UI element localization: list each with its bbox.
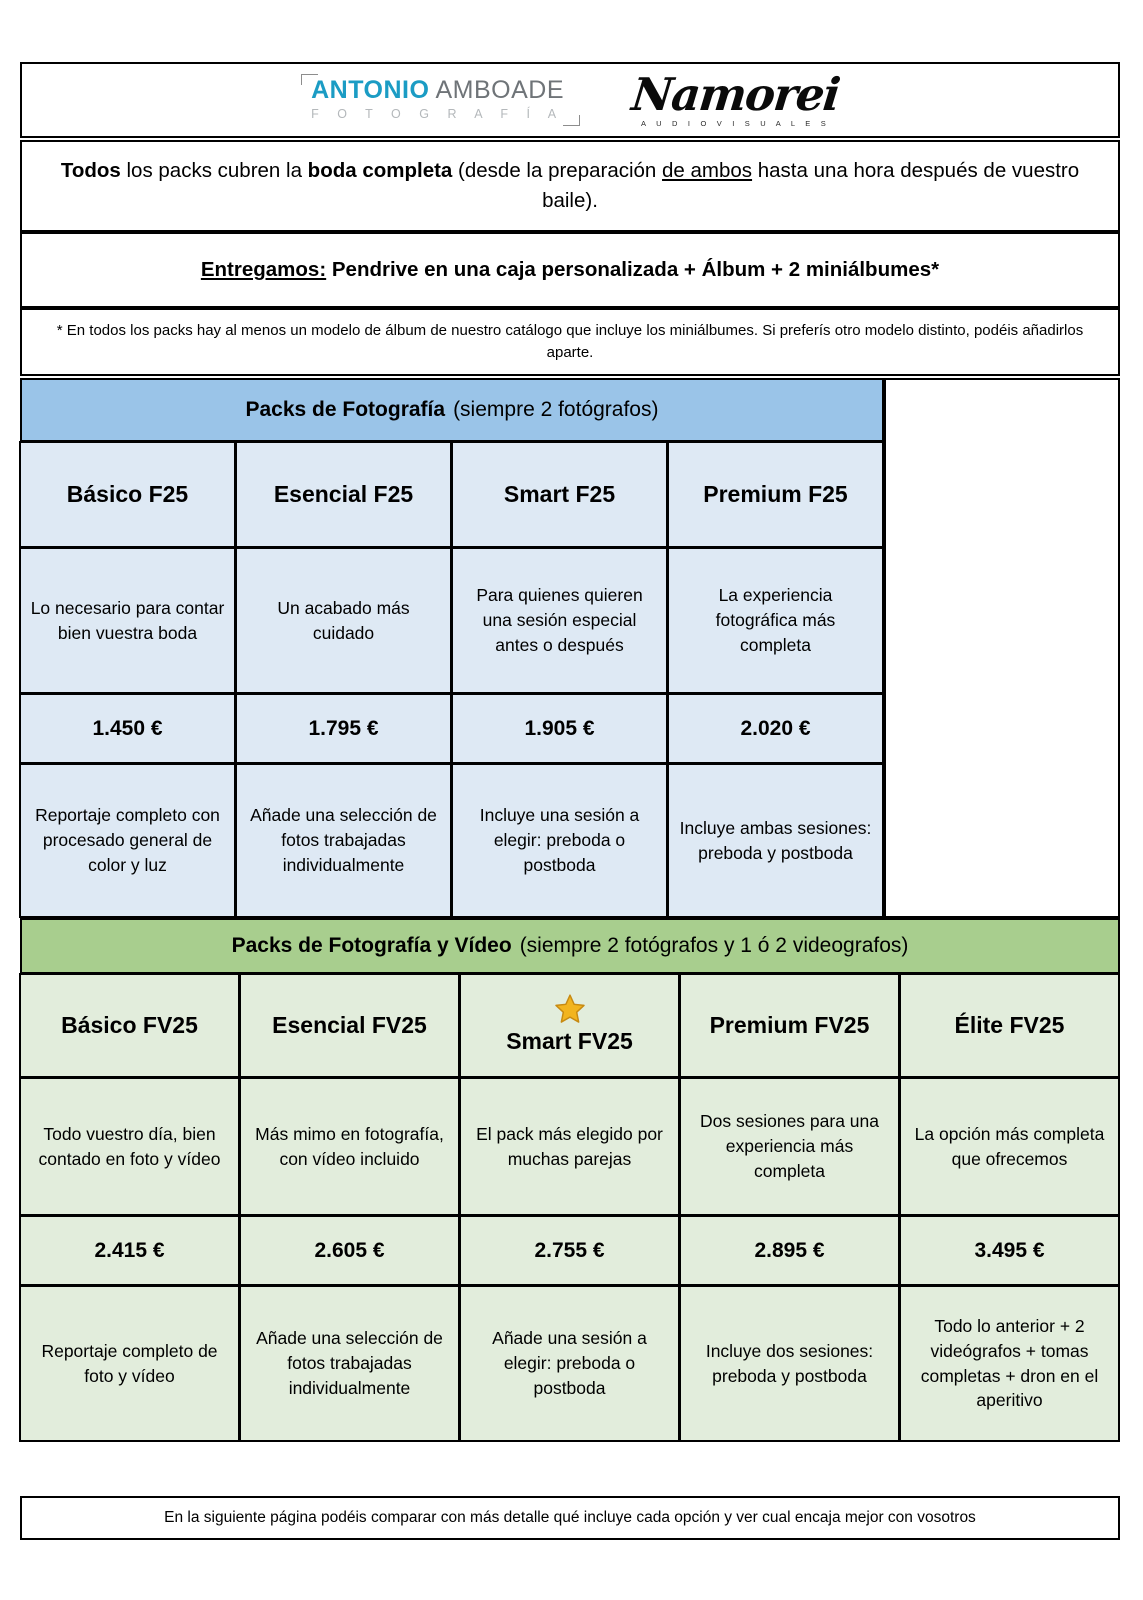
intro-coverage-statement xyxy=(20,140,1120,232)
photo-video-packs-grid xyxy=(20,974,1120,1442)
pack-includes: Incluye dos sesiones: preboda y postboda xyxy=(679,1285,900,1442)
section-header-photo xyxy=(20,378,884,442)
pack-includes: Añade una sesión a elegir: preboda o postboda xyxy=(459,1285,680,1442)
pack-description: Dos sesiones para una experiencia más completa xyxy=(679,1077,900,1216)
intro-bold-boda-completa: boda completa xyxy=(307,159,453,183)
logo-bar xyxy=(20,62,1120,138)
pack-price: 1.795 € xyxy=(235,693,452,764)
section-subtitle-photo-video: (siempre 2 fotógrafos y 1 ó 2 videografos) xyxy=(519,934,909,958)
pack-includes: Añade una selección de fotos trabajadas individualmente xyxy=(235,763,452,918)
pack-name[interactable]: Esencial FV25 xyxy=(239,973,460,1078)
pack-name-label: Smart FV25 xyxy=(506,1028,633,1055)
section-header-photo-video xyxy=(20,918,1120,974)
namorei-wordmark: Namorei xyxy=(629,68,842,122)
footer-note: En la siguiente página podéis comparar con más detalle qué incluye cada opción y ver cual encaja mejor con vosotros xyxy=(20,1496,1120,1540)
pack-price: 2.755 € xyxy=(459,1215,680,1286)
pack-includes: Reportaje completo con procesado general de color y luz xyxy=(19,763,236,918)
antonio-logo-subtitle: F O T O G R A F Í A xyxy=(311,107,564,122)
delivery-value: Pendrive en una caja personalizada + Álbum + 2 miniálbumes* xyxy=(326,258,940,281)
pack-name[interactable]: Smart F25 xyxy=(451,441,668,548)
pack-price: 2.605 € xyxy=(239,1215,460,1286)
pack-includes: Incluye una sesión a elegir: preboda o postboda xyxy=(451,763,668,918)
section-title-photo-video: Packs de Fotografía y Vídeo xyxy=(231,934,512,958)
photo-packs-grid xyxy=(20,442,884,918)
pack-description: Lo necesario para contar bien vuestra boda xyxy=(19,547,236,694)
pack-includes: Reportaje completo de foto y vídeo xyxy=(19,1285,240,1442)
pack-price: 1.450 € xyxy=(19,693,236,764)
pack-includes: Añade una selección de fotos trabajadas individualmente xyxy=(239,1285,460,1442)
pack-name[interactable]: Élite FV25 xyxy=(899,973,1120,1078)
antonio-amboade-wordmark xyxy=(311,78,564,103)
pack-name-featured[interactable] xyxy=(459,973,680,1078)
logo-word-antonio: ANTONIO xyxy=(311,76,430,105)
pack-price: 2.020 € xyxy=(667,693,884,764)
intro-text-1: los packs cubren la xyxy=(120,159,308,183)
pack-price: 2.895 € xyxy=(679,1215,900,1286)
pack-description: La opción más completa que ofrecemos xyxy=(899,1077,1120,1216)
pack-price: 2.415 € xyxy=(19,1215,240,1286)
intro-text-2: (desde la preparación xyxy=(452,159,663,183)
pack-includes: Todo lo anterior + 2 videógrafos + tomas completas + dron en el aperitivo xyxy=(899,1285,1120,1442)
pack-description: Para quienes quieren una sesión especial antes o después xyxy=(451,547,668,694)
pack-description: La experiencia fotográfica más completa xyxy=(667,547,884,694)
pack-name[interactable]: Esencial F25 xyxy=(235,441,452,548)
intro-underline-de-ambos: de ambos xyxy=(662,159,753,183)
star-icon xyxy=(553,993,587,1025)
pack-includes: Incluye ambas sesiones: preboda y postboda xyxy=(667,763,884,918)
pack-description: Todo vuestro día, bien contado en foto y vídeo xyxy=(19,1077,240,1216)
pack-description: El pack más elegido por muchas parejas xyxy=(459,1077,680,1216)
antonio-amboade-logo xyxy=(301,74,580,126)
pack-name[interactable]: Premium FV25 xyxy=(679,973,900,1078)
pack-name[interactable]: Básico FV25 xyxy=(19,973,240,1078)
delivery-label: Entregamos: xyxy=(200,258,327,281)
pack-price: 1.905 € xyxy=(451,693,668,764)
intro-bold-todos: Todos xyxy=(60,159,121,183)
pack-name[interactable]: Básico F25 xyxy=(19,441,236,548)
pack-description: Un acabado más cuidado xyxy=(235,547,452,694)
pack-description: Más mimo en fotografía, con vídeo incluido xyxy=(239,1077,460,1216)
section-subtitle-photo: (siempre 2 fotógrafos) xyxy=(453,398,659,422)
pack-price: 3.495 € xyxy=(899,1215,1120,1286)
section-title-photo: Packs de Fotografía xyxy=(245,398,446,422)
logo-word-amboade: AMBOADE xyxy=(435,76,565,105)
pack-name[interactable]: Premium F25 xyxy=(667,441,884,548)
intro-text-3: hasta una hora después de vuestro baile). xyxy=(542,159,1080,212)
namorei-logo-subtitle: A U D I O V I S U A L E S xyxy=(641,119,830,129)
album-footnote: * En todos los packs hay al menos un modelo de álbum de nuestro catálogo que incluye los miniálbumes. Si preferís otro modelo distinto, podéis añadirlos aparte. xyxy=(20,308,1120,376)
namorei-logo xyxy=(629,68,842,129)
blank-right-area xyxy=(884,378,1120,918)
delivery-statement xyxy=(20,232,1120,308)
